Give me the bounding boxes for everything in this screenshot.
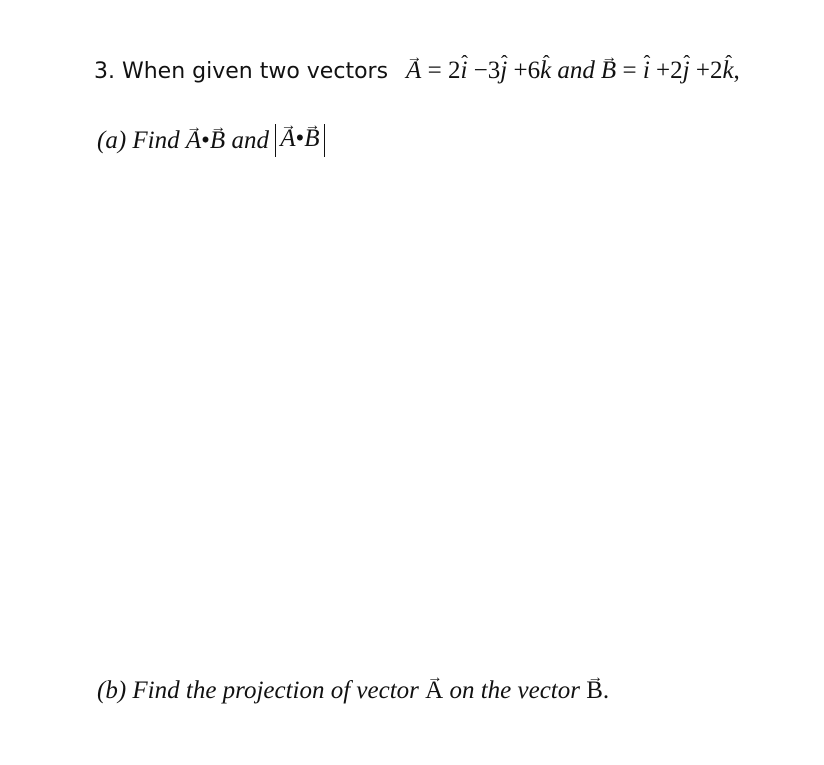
vector-a-symbol: → A xyxy=(186,128,201,153)
plus-sign: + xyxy=(695,57,710,84)
k-hat: ˆ k xyxy=(722,58,733,83)
j-hat: ˆ j xyxy=(683,58,690,83)
vector-b-definition xyxy=(601,57,740,84)
b-coefficient-j: 2 xyxy=(670,57,683,84)
part-a-statement xyxy=(97,125,325,157)
a-coefficient-j: 3 xyxy=(487,57,501,84)
part-b-statement xyxy=(97,678,609,703)
vector-b-symbol: → B xyxy=(210,128,225,153)
b-coefficient-k: 2 xyxy=(709,57,723,84)
absolute-value-expression xyxy=(275,124,324,157)
vector-b-symbol: → B xyxy=(586,678,603,703)
i-hat: ˆ i xyxy=(643,58,650,83)
and-word: and xyxy=(231,127,269,155)
equals-sign: = xyxy=(622,57,637,84)
vector-a-symbol: → A xyxy=(406,58,421,83)
period: . xyxy=(602,677,610,704)
vector-b-symbol: → B xyxy=(601,58,616,83)
question-statement xyxy=(94,58,740,83)
part-b-label: (b) Find the projection of vector xyxy=(97,677,419,704)
plus-sign: + xyxy=(513,57,528,84)
minus-sign: − xyxy=(473,57,488,84)
j-hat: ˆ j xyxy=(500,58,507,83)
a-coefficient-i: 2 xyxy=(447,57,461,84)
vector-a-definition xyxy=(406,57,557,84)
and-word: and xyxy=(557,57,595,84)
a-coefficient-k: 6 xyxy=(527,57,541,84)
question-prefix: 3. When given two vectors xyxy=(94,59,389,84)
i-hat: ˆ i xyxy=(460,58,467,83)
dot-product-symbol: • xyxy=(295,125,305,152)
k-hat: ˆ k xyxy=(540,58,551,83)
dot-product-symbol: • xyxy=(201,127,210,155)
part-a-label: (a) Find xyxy=(97,127,180,155)
plus-sign: + xyxy=(656,57,671,84)
vector-b-symbol: → B xyxy=(304,126,319,151)
trailing-comma: , xyxy=(733,57,740,84)
on-the-vector-text: on the vector xyxy=(449,677,580,704)
vector-a-symbol: → A xyxy=(280,126,295,151)
equals-sign: = xyxy=(427,57,442,84)
vector-a-symbol: → A xyxy=(425,678,443,703)
